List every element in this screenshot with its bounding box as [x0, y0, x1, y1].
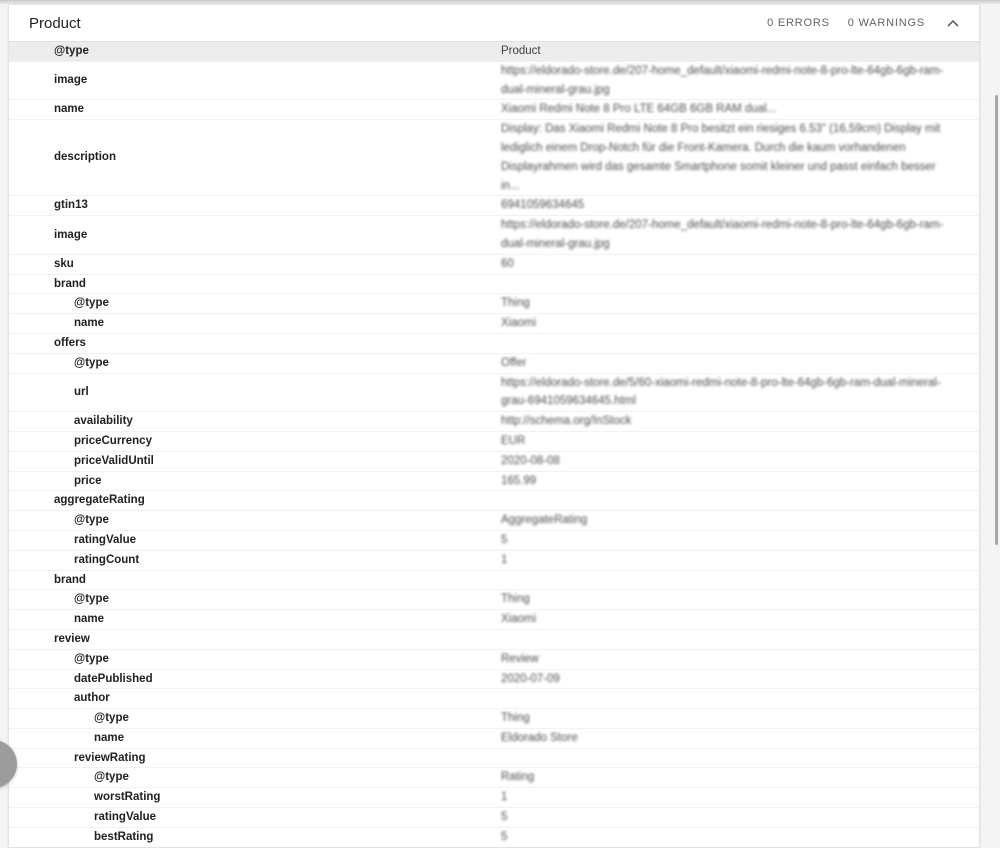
scrollbar-thumb[interactable]: [995, 95, 998, 545]
property-value: Thing: [501, 297, 530, 310]
header-right: [749, 15, 965, 31]
table-row[interactable]: [9, 649, 979, 669]
property-key: @type: [94, 771, 129, 784]
property-key: author: [74, 692, 110, 705]
property-key: reviewRating: [74, 751, 146, 764]
property-key: aggregateRating: [54, 494, 145, 507]
property-key: name: [74, 317, 105, 330]
property-value: Eldorado Store: [501, 731, 578, 744]
property-key: ratingCount: [74, 553, 140, 566]
property-key: review: [54, 632, 90, 645]
table-row[interactable]: [9, 589, 979, 609]
table-row[interactable]: [9, 490, 979, 510]
table-row[interactable]: [9, 254, 979, 274]
table-row[interactable]: [9, 274, 979, 294]
table-row[interactable]: [9, 431, 979, 451]
property-value: 6941059634645: [501, 199, 585, 212]
property-key: @type: [74, 514, 109, 527]
property-key: name: [94, 731, 125, 744]
panel-title: Product: [29, 14, 81, 32]
table-row[interactable]: [9, 195, 979, 215]
property-key: worstRating: [94, 791, 161, 804]
table-row[interactable]: [9, 333, 979, 353]
table-row[interactable]: [9, 827, 979, 847]
property-value: EUR: [501, 434, 526, 447]
table-row[interactable]: [9, 787, 979, 807]
property-key: name: [54, 103, 85, 116]
property-table: [9, 42, 979, 847]
property-key: bestRating: [94, 830, 154, 843]
property-value: Offer: [501, 356, 527, 369]
table-row[interactable]: [9, 471, 979, 491]
property-key: price: [74, 474, 102, 487]
property-key: @type: [74, 652, 109, 665]
property-value: 1: [501, 553, 508, 566]
table-row[interactable]: [9, 688, 979, 708]
property-value: https://eldorado-store.de/207-home_default/xiaomi-redmi-note-8-pro-lte-64gb-6gb-ram-dual-mineral-grau.jpg: [501, 64, 944, 96]
property-value: https://eldorado-store.de/207-home_default/xiaomi-redmi-note-8-pro-lte-64gb-6gb-ram-dual-mineral-grau.jpg: [501, 219, 944, 250]
table-row[interactable]: [9, 373, 979, 412]
property-value: Display: Das Xiaomi Redmi Note 8 Pro besitzt ein riesiges 6.53" (16,59cm) Display mit lediglich einem Drop-Notch für die Front-Kamera. Durch die kaum vorhandenen Displayrahmen wird das gesamte Smartphone somit kleiner und passt einfach besser in...: [501, 123, 941, 192]
collapse-button[interactable]: [945, 15, 961, 31]
property-value: 5: [501, 533, 508, 546]
table-row[interactable]: [9, 61, 979, 100]
property-value: Product: [501, 45, 541, 57]
table-row[interactable]: [9, 42, 979, 61]
table-row[interactable]: [9, 570, 979, 590]
property-key: @type: [94, 712, 129, 725]
table-row[interactable]: [9, 767, 979, 787]
table-row[interactable]: [9, 669, 979, 689]
property-key: image: [54, 228, 88, 241]
table-row[interactable]: [9, 510, 979, 530]
table-row[interactable]: [9, 293, 979, 313]
property-key: gtin13: [54, 199, 88, 212]
property-value: AggregateRating: [501, 514, 588, 527]
table-row[interactable]: [9, 530, 979, 550]
table-row[interactable]: [9, 807, 979, 827]
property-key: offers: [54, 336, 86, 349]
property-key: @type: [74, 297, 109, 310]
property-value: 1: [501, 791, 508, 804]
property-key: @type: [54, 45, 89, 57]
property-value: 165.99: [501, 474, 537, 487]
panel-header: [9, 5, 979, 42]
property-value: Rating: [501, 771, 535, 784]
table-row[interactable]: [9, 550, 979, 570]
property-value: Xiaomi: [501, 317, 537, 330]
property-value: 60: [501, 257, 514, 270]
warnings-count: 0 WARNINGS: [847, 17, 925, 29]
property-value: https://eldorado-store.de/5/60-xiaomi-redmi-note-8-pro-lte-64gb-6gb-ram-dual-mineral-grau-6941059634645.html: [501, 376, 941, 408]
property-key: @type: [74, 593, 109, 606]
property-value: Review: [501, 652, 539, 665]
property-value: http://schema.org/InStock: [501, 415, 632, 428]
property-key: availability: [74, 415, 133, 428]
table-row[interactable]: [9, 119, 979, 195]
property-value: Thing: [501, 593, 530, 606]
property-key: datePublished: [74, 672, 153, 685]
table-row[interactable]: [9, 609, 979, 629]
property-key: name: [74, 613, 105, 626]
property-key: brand: [54, 277, 86, 290]
property-key: ratingValue: [94, 811, 156, 824]
table-row[interactable]: [9, 411, 979, 431]
table-row[interactable]: [9, 708, 979, 728]
property-value: 2020-08-08: [501, 454, 560, 467]
table-row[interactable]: [9, 313, 979, 333]
property-key: description: [54, 151, 116, 164]
table-row[interactable]: [9, 728, 979, 748]
table-row[interactable]: [9, 215, 979, 254]
property-key: @type: [74, 356, 109, 369]
property-key: brand: [54, 573, 86, 586]
property-key: priceCurrency: [74, 434, 152, 447]
property-key: sku: [54, 257, 74, 270]
table-row[interactable]: [9, 99, 979, 119]
property-value: 5: [501, 830, 508, 843]
property-key: url: [74, 385, 89, 398]
table-row[interactable]: [9, 353, 979, 373]
property-value: Thing: [501, 712, 530, 725]
property-key: ratingValue: [74, 533, 136, 546]
property-key: image: [54, 74, 88, 87]
result-panel: [8, 4, 980, 848]
property-value: 2020-07-09: [501, 672, 560, 685]
property-key: priceValidUntil: [74, 454, 154, 467]
property-value: 5: [501, 811, 508, 824]
table-row[interactable]: [9, 451, 979, 471]
table-row[interactable]: [9, 748, 979, 768]
property-value: Xiaomi Redmi Note 8 Pro LTE 64GB 6GB RAM dual...: [501, 103, 777, 116]
table-row[interactable]: [9, 629, 979, 649]
property-value: Xiaomi: [501, 613, 537, 626]
chevron-up-icon: [947, 19, 959, 27]
errors-count: 0 ERRORS: [767, 17, 830, 29]
